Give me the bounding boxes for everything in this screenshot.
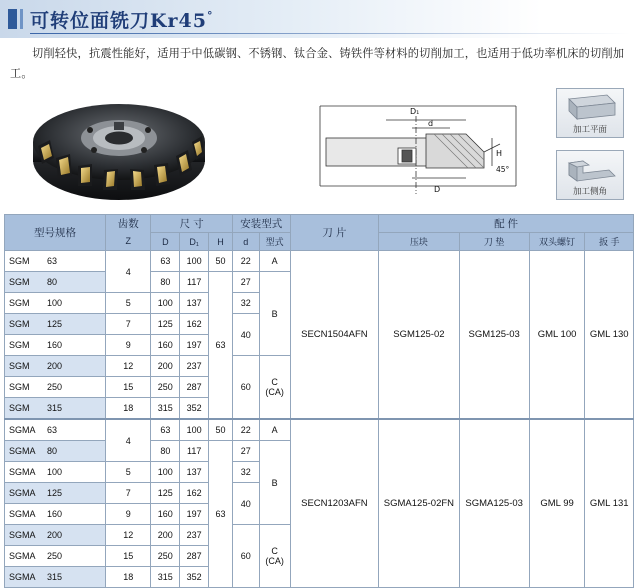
model-series: SGMA: [9, 425, 36, 435]
header-insert: 刀 片: [290, 215, 379, 251]
product-description: 切削轻快，抗震性能好，适用于中低碳钢、不锈钢、钛合金、铸铁件等材料的切削加工，也适用于低功率机床的切削加工。: [10, 47, 625, 80]
cell-teeth: 7: [106, 314, 151, 335]
cell-D1: 197: [180, 335, 209, 356]
shoulder-machining-icon: [556, 150, 624, 200]
cell-D1: 117: [180, 441, 209, 462]
drawing-label-H: H: [496, 149, 503, 158]
cell-mount-d: 32: [232, 462, 259, 483]
cell-D: 200: [151, 525, 180, 546]
cell-D1: 100: [180, 419, 209, 441]
model-size: 315: [47, 403, 63, 413]
cell-model: [5, 483, 106, 504]
cell-H: 63: [209, 441, 233, 588]
technical-drawing: [316, 98, 526, 198]
shoulder-machining-graphic: [557, 151, 623, 187]
cell-D: 315: [151, 398, 180, 420]
model-size: 315: [47, 572, 63, 582]
cell-mount-type: [259, 525, 290, 588]
cell-teeth: 5: [106, 462, 151, 483]
header-size: 尺 寸: [151, 215, 232, 233]
model-series: SGMA: [9, 530, 36, 540]
table-row: [5, 419, 634, 441]
cell-wrench: GML 131: [585, 419, 634, 588]
model-series: SGM: [9, 298, 30, 308]
cell-D1: 137: [180, 293, 209, 314]
header-size-D: D: [151, 233, 180, 251]
model-size: 125: [47, 319, 63, 329]
model-series: SGMA: [9, 572, 36, 582]
model-series: SGM: [9, 382, 30, 392]
model-size: 160: [47, 340, 63, 350]
header-mount: 安装型式: [232, 215, 290, 233]
cell-H: 50: [209, 251, 233, 272]
table-header-row-1: [5, 215, 634, 233]
cell-D: 80: [151, 441, 180, 462]
cell-D: 100: [151, 462, 180, 483]
cell-H: 50: [209, 419, 233, 441]
cell-teeth: 9: [106, 504, 151, 525]
cell-mount-d: 27: [232, 272, 259, 293]
cell-screw: GML 99: [529, 419, 585, 588]
model-series: SGMA: [9, 551, 36, 561]
cell-model: [5, 504, 106, 525]
header-size-H: H: [209, 233, 233, 251]
cell-H: 63: [209, 272, 233, 420]
cell-mount-d: 27: [232, 441, 259, 462]
cell-screw: GML 100: [529, 251, 585, 420]
header-teeth: 齿数: [106, 215, 151, 233]
cell-D1: 352: [180, 398, 209, 420]
cell-D: 315: [151, 567, 180, 588]
cell-model: [5, 251, 106, 272]
face-machining-caption: 加工平面: [572, 125, 607, 135]
cell-model: [5, 462, 106, 483]
header-accessories: 配 件: [379, 215, 634, 233]
cell-insert: SECN1203AFN: [290, 419, 379, 588]
cell-D1: 100: [180, 251, 209, 272]
cell-teeth: 12: [106, 525, 151, 546]
model-size: 63: [47, 425, 58, 435]
cell-teeth: 18: [106, 567, 151, 588]
spec-table-body: [5, 251, 634, 588]
shoulder-machining-caption: 加工侧角: [572, 187, 607, 197]
cell-mount-type: A: [259, 251, 290, 272]
model-series: SGM: [9, 403, 30, 413]
cell-teeth: 15: [106, 377, 151, 398]
cell-model: [5, 377, 106, 398]
page-title: [30, 6, 213, 33]
cell-shim: SGMA125-03: [459, 419, 529, 588]
cell-mount-type: A: [259, 419, 290, 441]
cell-D1: 117: [180, 272, 209, 293]
face-machining-graphic: [557, 89, 623, 125]
mount-type-CA: (CA): [265, 387, 284, 397]
mount-type-CA: (CA): [265, 556, 284, 566]
mount-type-C: C: [271, 546, 278, 556]
cell-D: 80: [151, 272, 180, 293]
model-size: 100: [47, 467, 63, 477]
cell-D1: 197: [180, 504, 209, 525]
header-clamp: 压块: [379, 233, 459, 251]
cell-clamp: SGM125-02: [379, 251, 459, 420]
header-mount-type: 型式: [259, 233, 290, 251]
drawing-label-angle: 45°: [496, 165, 510, 174]
header-size-D1: D₁: [180, 233, 209, 251]
cell-mount-d: 22: [232, 419, 259, 441]
header-screw: 双头螺钉: [529, 233, 585, 251]
header-teeth-z: Z: [106, 233, 151, 251]
cell-model: [5, 567, 106, 588]
drawing-label-d: d: [428, 119, 434, 128]
cell-model: [5, 546, 106, 567]
cell-mount-d: 40: [232, 483, 259, 525]
model-series: SGMA: [9, 467, 36, 477]
cell-D: 160: [151, 504, 180, 525]
cell-D: 63: [151, 419, 180, 441]
cell-D1: 237: [180, 356, 209, 377]
cell-D1: 162: [180, 483, 209, 504]
cell-model: [5, 293, 106, 314]
cell-D: 125: [151, 483, 180, 504]
title-bar: [0, 0, 638, 38]
model-series: SGMA: [9, 509, 36, 519]
face-machining-icon: [556, 88, 624, 138]
cell-D: 63: [151, 251, 180, 272]
cell-D: 250: [151, 377, 180, 398]
cell-mount-d: 22: [232, 251, 259, 272]
cell-D: 125: [151, 314, 180, 335]
model-size: 80: [47, 277, 58, 287]
cell-D1: 162: [180, 314, 209, 335]
model-size: 80: [47, 446, 58, 456]
model-series: SGM: [9, 277, 30, 287]
cell-mount-type: B: [259, 441, 290, 525]
cell-teeth: 4: [106, 251, 151, 293]
model-series: SGMA: [9, 488, 36, 498]
spec-table: [4, 214, 634, 588]
model-series: SGM: [9, 361, 30, 371]
cell-model: [5, 398, 106, 420]
title-accent-bar: [8, 9, 17, 29]
header-model: 型号规格: [5, 215, 106, 251]
title-underline: [30, 33, 630, 34]
model-size: 125: [47, 488, 63, 498]
model-series: SGMA: [9, 446, 36, 456]
cell-D1: 137: [180, 462, 209, 483]
cell-mount-type: B: [259, 272, 290, 356]
cell-teeth: 12: [106, 356, 151, 377]
cell-D: 200: [151, 356, 180, 377]
face-mill-photo: [28, 98, 210, 208]
header-wrench: 扳 手: [585, 233, 634, 251]
cell-clamp: SGMA125-02FN: [379, 419, 459, 588]
model-size: 200: [47, 530, 63, 540]
model-size: 200: [47, 361, 63, 371]
model-size: 63: [47, 256, 58, 266]
model-size: 250: [47, 382, 63, 392]
drawing-label-d1: D₁: [410, 107, 420, 116]
cell-D1: 352: [180, 567, 209, 588]
cell-model: [5, 419, 106, 441]
cell-teeth: 4: [106, 419, 151, 462]
cell-mount-type: [259, 356, 290, 420]
mount-type-C: C: [271, 377, 278, 387]
header-shim: 刀 垫: [459, 233, 529, 251]
cell-D: 160: [151, 335, 180, 356]
cell-shim: SGM125-03: [459, 251, 529, 420]
header-mount-d: d: [232, 233, 259, 251]
cell-teeth: 7: [106, 483, 151, 504]
model-size: 250: [47, 551, 63, 561]
machining-type-icons: [556, 88, 628, 210]
cell-D: 100: [151, 293, 180, 314]
drawing-label-D: D: [434, 185, 441, 194]
cell-teeth: 15: [106, 546, 151, 567]
page-title-text: 可转位面铣刀Kr45: [30, 10, 207, 32]
cell-mount-d: 32: [232, 293, 259, 314]
cell-teeth: 18: [106, 398, 151, 420]
cell-model: [5, 441, 106, 462]
cell-mount-d: 60: [232, 356, 259, 420]
page-title-degree: °: [206, 9, 214, 23]
model-series: SGM: [9, 319, 30, 329]
model-size: 160: [47, 509, 63, 519]
cell-model: [5, 272, 106, 293]
cell-teeth: 5: [106, 293, 151, 314]
cell-D1: 237: [180, 525, 209, 546]
cell-teeth: 9: [106, 335, 151, 356]
cell-wrench: GML 130: [585, 251, 634, 420]
cell-model: [5, 314, 106, 335]
cell-model: [5, 356, 106, 377]
title-accent-bar-thin: [20, 9, 23, 29]
cell-insert: SECN1504AFN: [290, 251, 379, 420]
table-row: [5, 251, 634, 272]
cell-model: [5, 335, 106, 356]
model-series: SGM: [9, 340, 30, 350]
cell-mount-d: 60: [232, 525, 259, 588]
cell-D: 250: [151, 546, 180, 567]
cell-model: [5, 525, 106, 546]
cell-D1: 287: [180, 377, 209, 398]
model-series: SGM: [9, 256, 30, 266]
cell-D1: 287: [180, 546, 209, 567]
model-size: 100: [47, 298, 63, 308]
cell-mount-d: 40: [232, 314, 259, 356]
